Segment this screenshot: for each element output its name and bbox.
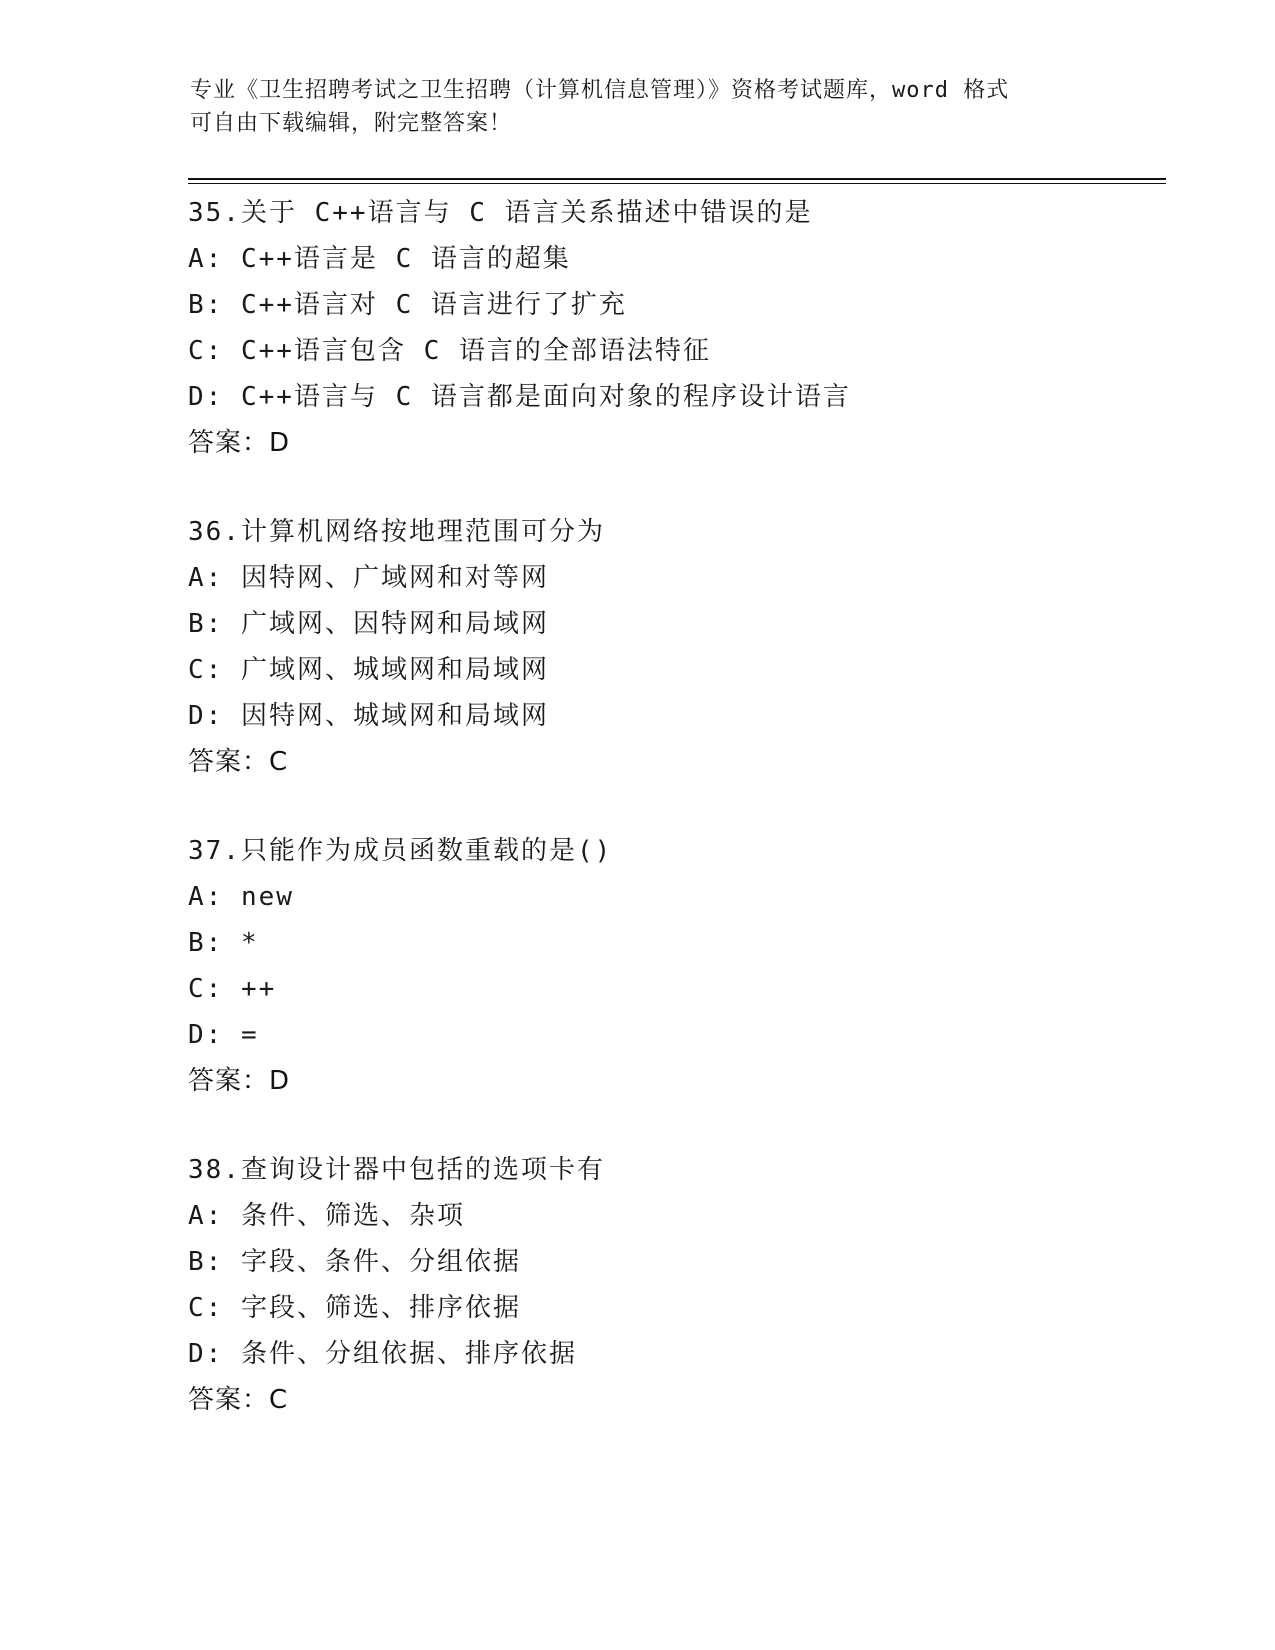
- document-header: [190, 74, 1090, 140]
- option-a: A: new: [188, 882, 294, 912]
- option-a: A: 条件、筛选、杂项: [188, 1201, 465, 1231]
- header-line-1: 专业《卫生招聘考试之卫生招聘（计算机信息管理）》资格考试题库，word 格式: [190, 78, 1010, 103]
- answer-key: 答案：D: [188, 1066, 291, 1096]
- question-list: [188, 190, 1168, 1466]
- question-stem: 37.只能作为成员函数重载的是(): [188, 836, 613, 866]
- option-c: C: 字段、筛选、排序依据: [188, 1293, 521, 1323]
- question-36: [188, 509, 1168, 785]
- option-d: D: C++语言与 C 语言都是面向对象的程序设计语言: [188, 382, 851, 412]
- option-a: A: C++语言是 C 语言的超集: [188, 244, 571, 274]
- answer-key: 答案：C: [188, 1385, 289, 1415]
- option-c: C: ++: [188, 974, 277, 1004]
- question-stem: 36.计算机网络按地理范围可分为: [188, 517, 605, 547]
- option-d: D: 条件、分组依据、排序依据: [188, 1339, 577, 1369]
- option-b: B: 广域网、因特网和局域网: [188, 609, 549, 639]
- header-line-2: 可自由下载编辑，附完整答案！: [190, 111, 513, 136]
- question-38: [188, 1147, 1168, 1423]
- option-a: A: 因特网、广域网和对等网: [188, 563, 549, 593]
- answer-key: 答案：C: [188, 747, 289, 777]
- question-35: [188, 190, 1168, 466]
- option-c: C: C++语言包含 C 语言的全部语法特征: [188, 336, 711, 366]
- header-divider-thin: [188, 183, 1166, 184]
- option-b: B: C++语言对 C 语言进行了扩充: [188, 290, 627, 320]
- option-b: B: 字段、条件、分组依据: [188, 1247, 521, 1277]
- question-stem: 38.查询设计器中包括的选项卡有: [188, 1155, 605, 1185]
- option-c: C: 广域网、城域网和局域网: [188, 655, 549, 685]
- option-d: D: =: [188, 1020, 259, 1050]
- option-b: B: *: [188, 928, 259, 958]
- question-stem: 35.关于 C++语言与 C 语言关系描述中错误的是: [188, 198, 813, 228]
- answer-key: 答案：D: [188, 428, 291, 458]
- option-d: D: 因特网、城域网和局域网: [188, 701, 549, 731]
- header-divider-thick: [188, 178, 1166, 180]
- question-37: [188, 828, 1168, 1104]
